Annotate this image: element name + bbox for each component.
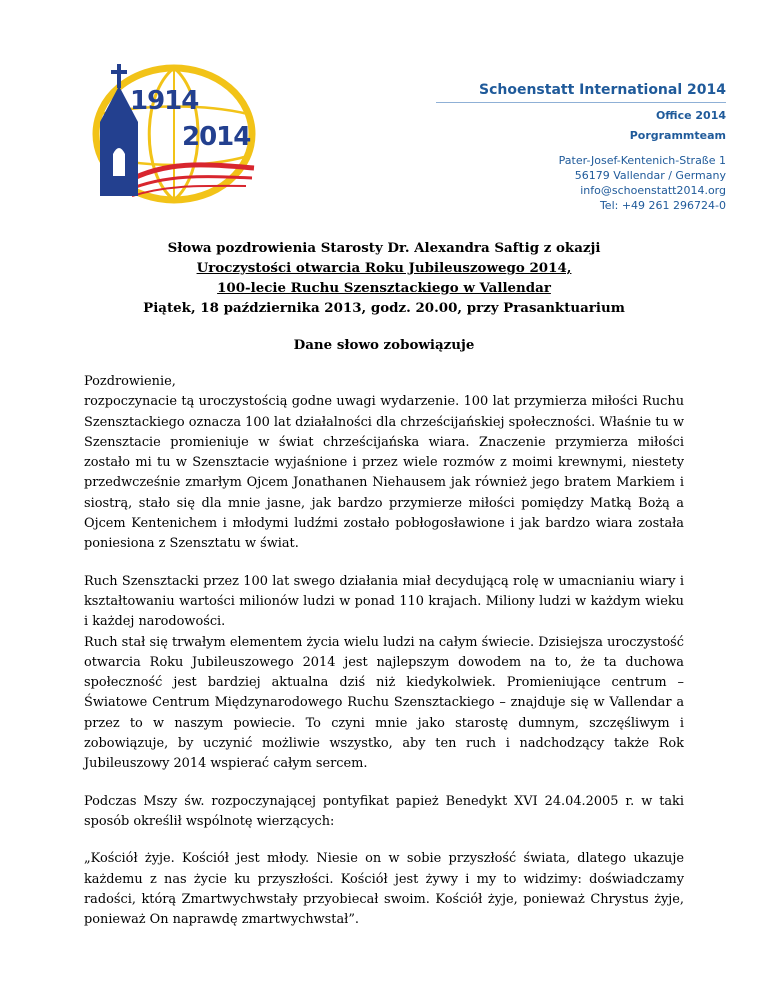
organization-name: Schoenstatt International 2014 xyxy=(436,82,726,103)
city-line: 56179 Vallendar / Germany xyxy=(574,169,726,182)
address-block xyxy=(436,153,726,213)
title-line-1: Słowa pozdrowienia Starosty Dr. Alexandra Saftig z okazji xyxy=(167,240,601,256)
letterhead xyxy=(436,82,726,213)
title-line-2: Uroczystości otwarcia Roku Jubileuszowego 2014, xyxy=(196,260,572,276)
document-subtitle: Dane słowo zobowiązuje xyxy=(293,337,475,353)
paragraph-1: rozpoczynacie tą uroczystością godne uwagi wydarzenie. 100 lat przymierza miłości Ruchu Szensztackiego oznacza 100 lat działalności dla chrześcijańskiej społeczności. Właśnie tu w Szensztacie promieniuje w świat chrześcijańska wiara. Znaczenie przymierza miłości zostało mi tu w Szensztacie wyjaśnione i przez wiele rozmów z moimi krewnymi, niestety przedwcześnie zmarłym Ojcem Jonathanen Niehausem jak również jego bratem Markiem i siostrą, stało się dla mnie jasne, jak bardzo przymierze miłości pomiędzy Matką Bożą a Ojcem Kentenichem i młodymi ludźmi zostało pobłogosławione i jak bardzo wiara została poniesiona z Szensztatu w świat. xyxy=(84,394,684,552)
paragraph-3: Ruch stał się trwałym elementem życia wielu ludzi na całym świecie. Dzisiejsza uroczystość otwarcia Roku Jubileuszowego 2014 jest najlepszym dowodem na to, że ta duchowa społeczność jest bardziej aktualna dziś niż kiedykolwiek. Promieniujące centrum – Światowe Centrum Międzynarodowego Ruchu Szensztackiego – znajduje się w Vallendar a przez to w naszym powiecie. To czyni mnie jako starostę dumnym, szczęśliwym i zobowiązuje, by uczynić możliwie wszystko, aby ten ruch i nadchodzący także Rok Jubileuszowy 2014 wspierać całym sercem. xyxy=(84,634,684,772)
phone-line: Tel: +49 261 296724-0 xyxy=(599,199,726,212)
title-line-3: 100-lecie Ruchu Szensztackiego w Vallendar xyxy=(217,280,551,296)
email-line: info@schoenstatt2014.org xyxy=(580,184,726,197)
team-line: Porgrammteam xyxy=(629,129,726,142)
title-line-4: Piątek, 18 października 2013, godz. 20.00, przy Prasanktuarium xyxy=(143,300,625,316)
logo-year-top: 1914 xyxy=(130,86,199,116)
office-line: Office 2014 xyxy=(655,109,726,122)
paragraph-4: Podczas Mszy św. rozpoczynającej pontyfikat papież Benedykt XVI 24.04.2005 r. w taki sposób określił wspólnotę wierzących: xyxy=(84,793,684,829)
greeting: Pozdrowienie, xyxy=(84,374,176,389)
street-line: Pater-Josef-Kentenich-Straße 1 xyxy=(558,154,726,167)
paragraph-5-quote: „Kościół żyje. Kościół jest młody. Niesie on w sobie przyszłość świata, dlatego ukazuje każdemu z nas życie ku przyszłości. Kościół jest żywy i my to widzimy: doświadczamy radości, którą Zmartwychwstały przyobiecał swoim. Kościół żyje, ponieważ Chrystus żyje, ponieważ On naprawdę zmartwychwstał”. xyxy=(84,851,684,928)
document-title xyxy=(84,238,684,318)
document-body xyxy=(84,372,684,930)
logo-year-bottom: 2014 xyxy=(182,122,251,152)
paragraph-2: Ruch Szensztacki przez 100 lat swego działania miał decydującą rolę w umacnianiu wiary i kształtowaniu wartości milionów ludzi w ponad 110 krajach. Miliony ludzi w każdym wieku i każdej narodowości. xyxy=(84,573,684,630)
